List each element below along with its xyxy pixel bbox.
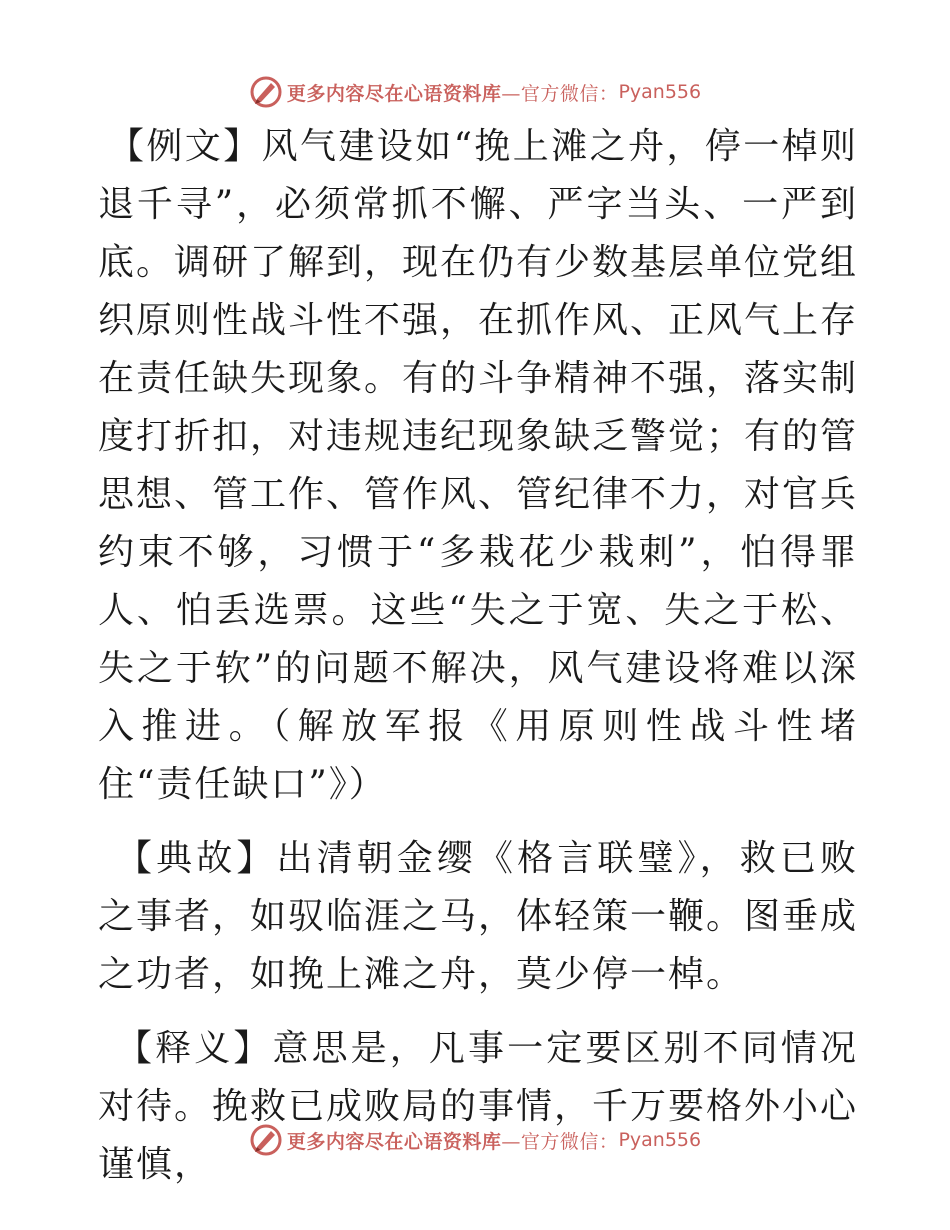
meaning-label: 【释义】: [116, 1028, 273, 1069]
banner-suffix: —官方微信：: [501, 82, 619, 105]
banner-title: 更多内容尽在心语资料库: [286, 82, 502, 105]
allusion-label: 【典故】: [116, 838, 277, 879]
meaning-paragraph: [98, 1020, 858, 1194]
banner-suffix: —官方微信：: [501, 1130, 619, 1153]
footer-banner: [0, 1120, 950, 1160]
example-paragraph: [98, 118, 858, 814]
banner-title: 更多内容尽在心语资料库: [286, 1130, 502, 1153]
example-label: 【例文】: [108, 126, 262, 167]
document-body: [98, 118, 858, 1194]
allusion-paragraph: [98, 830, 858, 1004]
banner-wechat-id: Pyan556: [618, 81, 702, 103]
pen-logo-icon: [249, 75, 283, 109]
allusion-text: 出清朝金缨《格言联璧》，救已败之事者，如驭临涯之马，体轻策一鞭。图垂成之功者，如挽上滩之舟，莫少停一棹。: [98, 838, 859, 995]
banner-wechat-id: Pyan556: [618, 1129, 702, 1151]
pen-logo-icon: [249, 1123, 283, 1157]
example-text: 风气建设如“挽上滩之舟，停一棹则退千寻”，必须常抓不懈、严字当头、一严到底。调研了解到，现在仍有少数基层单位党组织原则性战斗性不强，在抓作风、正风气上存在责任缺失现象。有的斗争精神不强，落实制度打折扣，对违规违纪现象缺乏警觉；有的管思想、管工作、管作风、管纪律不力，对官兵约束不够，习惯于“多栽花少栽刺”，怕得罪人、怕丢选票。这些“失之于宽、失之于松、失之于软”的问题不解决，风气建设将难以深入推进。（解放军报《用原则性战斗性堵住“责任缺口”》）: [98, 126, 859, 805]
meaning-text: 意思是，凡事一定要区别不同情况对待。挽救已成败局的事情，千万要格外小心谨慎，: [98, 1028, 859, 1185]
header-banner: [0, 72, 950, 112]
